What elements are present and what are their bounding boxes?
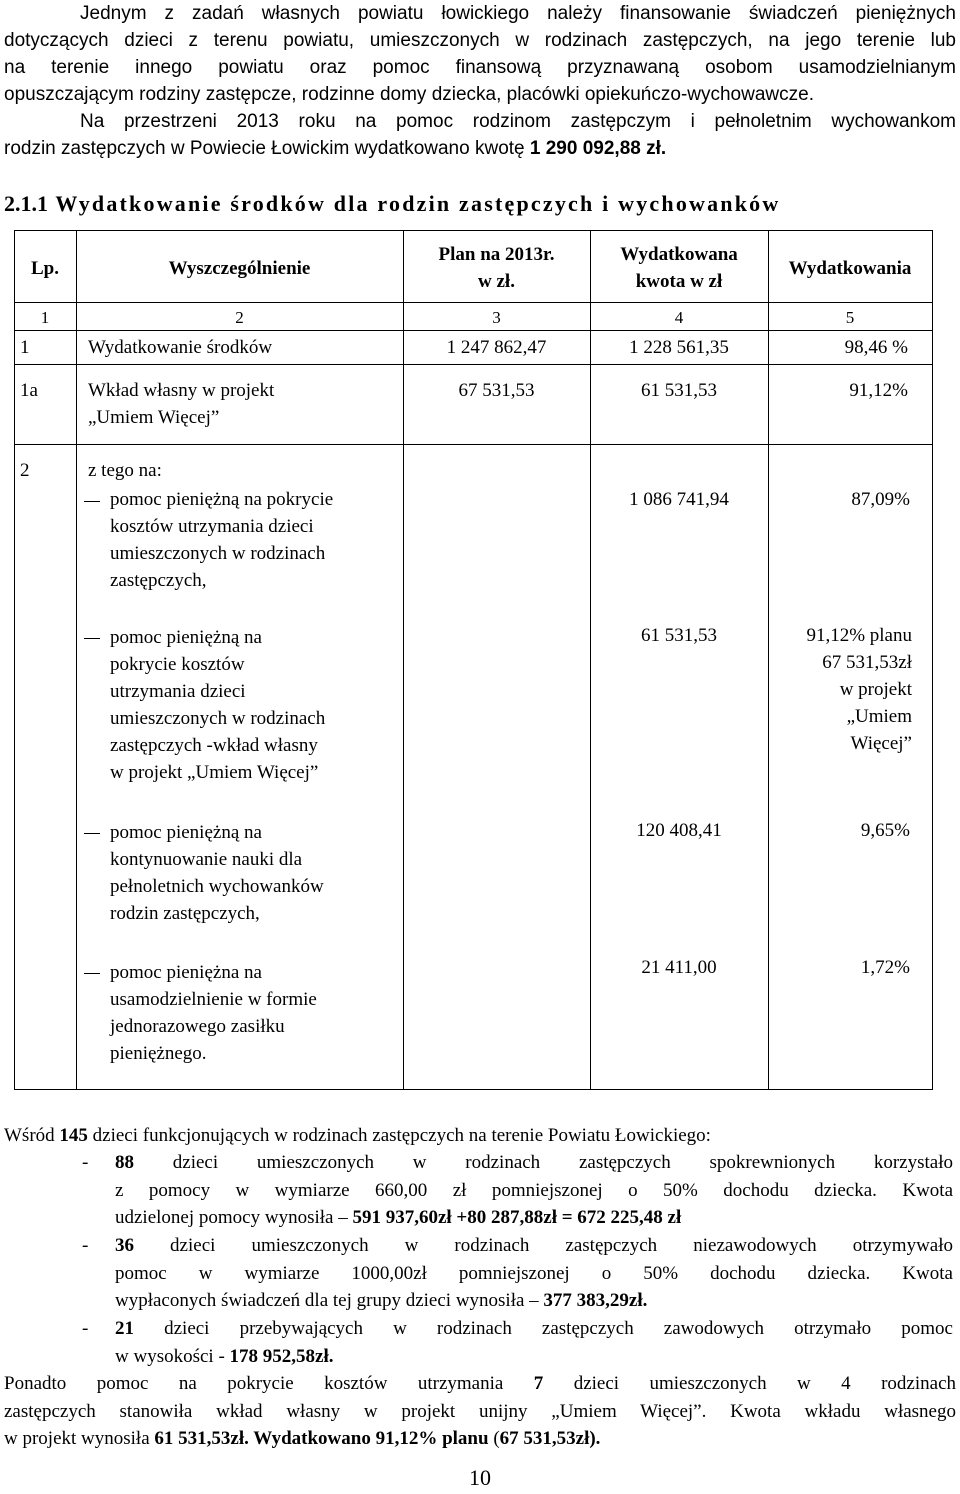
bullet-2-line3 [115, 1287, 953, 1315]
item2-percent-line: Więcej” [850, 733, 912, 754]
column-number: 2 [235, 308, 244, 327]
row1-name: Wydatkowanie środków [88, 337, 273, 358]
row2-label: z tego na: [88, 460, 162, 481]
item1-line: zastępczych, [110, 570, 207, 591]
table-border [14, 1089, 933, 1090]
bullet-2-text: dzieci umieszczonych w rodzinach zastępczych niezawodowych otrzymywało [134, 1235, 953, 1256]
item3-line: kontynuowanie nauki dla [110, 849, 303, 870]
item-dash [84, 638, 100, 639]
intro-line: Jednym z zadań własnych powiatu łowickiego należy finansowanie świadczeń pieniężnych [80, 3, 956, 24]
summary-intro [4, 1122, 956, 1150]
bullet-3-line2 [115, 1343, 953, 1371]
item3-line: rodzin zastępczych, [110, 903, 260, 924]
item2-percent-line: 91,12% planu [806, 625, 912, 646]
row1a-name-line2: „Umiem Więcej” [88, 407, 220, 428]
bullet-1-count: 88 [115, 1152, 134, 1173]
intro-paragraph [4, 0, 956, 162]
column-number: 5 [845, 308, 855, 327]
row1a-name-line1: Wkład własny w projekt [88, 380, 275, 401]
item3-line: pomoc pieniężną na [110, 822, 262, 843]
header-plan-line2: w zł. [478, 271, 515, 292]
item2-percent-line: w projekt [839, 679, 912, 700]
item2-line: umieszczonych w rodzinach [110, 708, 326, 729]
item-dash [84, 833, 100, 834]
bullet-2-count: 36 [115, 1235, 134, 1256]
row1-kwota: 1 228 561,35 [629, 337, 729, 358]
section-heading [4, 191, 956, 217]
item2-percent-line: „Umiem [846, 706, 912, 727]
item2-line: w projekt „Umiem Więcej” [110, 762, 319, 783]
final-line1 [4, 1370, 956, 1398]
item1-line: kosztów utrzymania dzieci [110, 516, 314, 537]
row2-lp: 2 [20, 460, 30, 481]
row1a-plan: 67 531,53 [458, 380, 535, 401]
final-text: dzieci umieszczonych w 4 rodzinach [543, 1373, 957, 1394]
intro-line: opuszczającym rodziny zastępcze, rodzinne domy dziecka, placówki opiekuńczo-wychowawcze. [4, 84, 814, 105]
row1-percent: 98,46 % [844, 337, 908, 358]
final-line2: zastępczych stanowiła wkład własny w projekt unijny „Umiem Więcej”. Kwota wkładu własnego [4, 1400, 956, 1422]
table-border [14, 364, 933, 365]
header-kwota-line1: Wydatkowana [620, 244, 738, 265]
bullet-2-line1 [115, 1232, 953, 1260]
table-border [14, 302, 933, 303]
column-number: 3 [492, 308, 501, 327]
row1-lp: 1 [20, 337, 30, 358]
intro-p2-text: rodzin zastępczych w Powiecie Łowickim wydatkowano kwotę [4, 138, 530, 159]
bullet-dash: - [82, 1235, 89, 1256]
bullet-3 [115, 1315, 953, 1370]
bullet-1 [115, 1149, 953, 1232]
table-border [76, 230, 77, 1090]
final-text: Ponadto pomoc na pokrycie kosztów utrzymania [4, 1373, 534, 1394]
page-number: 10 [469, 1465, 491, 1490]
item3-kwota: 120 408,41 [636, 820, 722, 841]
item2-line: utrzymania dzieci [110, 681, 246, 702]
item-dash [84, 973, 100, 974]
item2-line: pokrycie kosztów [110, 654, 245, 675]
item1-kwota: 1 086 741,94 [629, 489, 729, 510]
intro-p2-line2 [4, 135, 956, 162]
item1-line: pomoc pieniężną na pokrycie [110, 489, 334, 510]
item4-line: pomoc pieniężna na [110, 962, 262, 983]
item3-line: pełnoletnich wychowanków [110, 876, 324, 897]
expenditure-table [14, 230, 934, 1090]
bullet-2-amount: 377 383,29zł. [543, 1290, 648, 1311]
header-kwota-line2: kwota w zł [635, 271, 723, 292]
bullet-1-text: dzieci umieszczonych w rodzinach zastępczych spokrewnionych korzystało [134, 1152, 953, 1173]
header-lp: Lp. [31, 258, 59, 279]
intro-line: na terenie innego powiatu oraz pomoc finansową przyznawaną osobom usamodzielnianym [4, 57, 956, 78]
summary-intro-a: Wśród [4, 1125, 60, 1146]
bullet-3-amount: 178 952,58zł. [229, 1345, 334, 1367]
summary-final-paragraph [4, 1370, 956, 1453]
final-amount: 61 531,53zł. Wydatkowano 91,12% planu [154, 1428, 489, 1449]
column-number: 4 [674, 308, 684, 327]
final-text: w projekt wynosiła [4, 1428, 155, 1449]
item2-line: zastępczych -wkład własny [110, 735, 318, 756]
item2-kwota: 61 531,53 [641, 625, 717, 646]
header-specification: Wyszczególnienie [168, 258, 311, 279]
final-plan: 67 531,53zł). [499, 1428, 601, 1449]
intro-p2-line1: Na przestrzeni 2013 roku na pomoc rodzinom zastępczym i pełnoletnim wychowankom [80, 111, 956, 132]
bullet-2 [115, 1232, 953, 1315]
bullet-1-line2: z pomocy w wymiarze 660,00 zł pomniejszonej o 50% dochodu dziecka. Kwota [115, 1179, 953, 1201]
row1a-kwota: 61 531,53 [641, 380, 717, 401]
item1-percent: 87,09% [851, 489, 910, 510]
bullet-dash: - [82, 1152, 89, 1173]
final-text: ( [488, 1428, 500, 1449]
bullet-1-amount: 591 937,60zł +80 287,88zł = 672 225,48 zł [352, 1207, 682, 1228]
bullet-3-count: 21 [115, 1318, 134, 1339]
item4-kwota: 21 411,00 [641, 957, 717, 978]
summary-children-count: 145 [59, 1125, 88, 1146]
bullet-2-line2: pomoc w wymiarze 1000,00zł pomniejszonej o 50% dochodu dziecka. Kwota [115, 1262, 953, 1284]
item4-line: pieniężnego. [110, 1043, 207, 1064]
bullet-3-text: dzieci przebywających w rodzinach zastępczych zawodowych otrzymało pomoc [134, 1318, 953, 1339]
table-border [14, 230, 15, 1090]
section-title: Wydatkowanie środków dla rodzin zastępczych i wychowanków [55, 191, 781, 216]
bullet-3-line1 [115, 1315, 953, 1343]
table-border [14, 230, 933, 231]
table-border [932, 230, 933, 1090]
summary-intro-c: dzieci funkcjonujących w rodzinach zastępczych na terenie Powiatu Łowickiego: [87, 1125, 711, 1146]
table-border [14, 444, 933, 445]
bullet-1-line3 [115, 1204, 953, 1232]
row1-plan: 1 247 862,47 [446, 337, 547, 358]
row1a-lp: 1a [20, 380, 38, 401]
item2-line: pomoc pieniężną na [110, 627, 262, 648]
intro-p2-amount: 1 290 092,88 zł. [529, 138, 667, 159]
final-line3 [4, 1425, 956, 1453]
final-children-count: 7 [533, 1373, 544, 1394]
header-percent: Wydatkowania [788, 258, 912, 279]
intro-line: dotyczących dzieci z terenu powiatu, umieszczonych w rodzinach zastępczych, na jego terenie lub [4, 30, 956, 51]
bullet-1-amount-label: udzielonej pomocy wynosiła – [115, 1207, 353, 1228]
column-number: 1 [40, 308, 50, 327]
item1-line: umieszczonych w rodzinach [110, 543, 326, 564]
item4-line: jednorazowego zasiłku [110, 1016, 285, 1037]
row1a-percent: 91,12% [849, 380, 908, 401]
item4-percent: 1,72% [860, 957, 910, 978]
item-dash [84, 501, 100, 502]
header-plan-line1: Plan na 2013r. [438, 244, 555, 265]
item2-percent-line: 67 531,53zł [822, 652, 912, 673]
section-number: 2.1.1 [4, 191, 48, 216]
bullet-1-line1 [115, 1149, 953, 1177]
item3-percent: 9,65% [860, 820, 910, 841]
bullet-2-amount-label: wypłaconych świadczeń dla tej grupy dzieci wynosiła – [115, 1290, 544, 1311]
item4-line: usamodzielnienie w formie [110, 989, 317, 1010]
bullet-dash: - [82, 1318, 89, 1339]
bullet-3-amount-label: w wysokości - [115, 1345, 230, 1367]
